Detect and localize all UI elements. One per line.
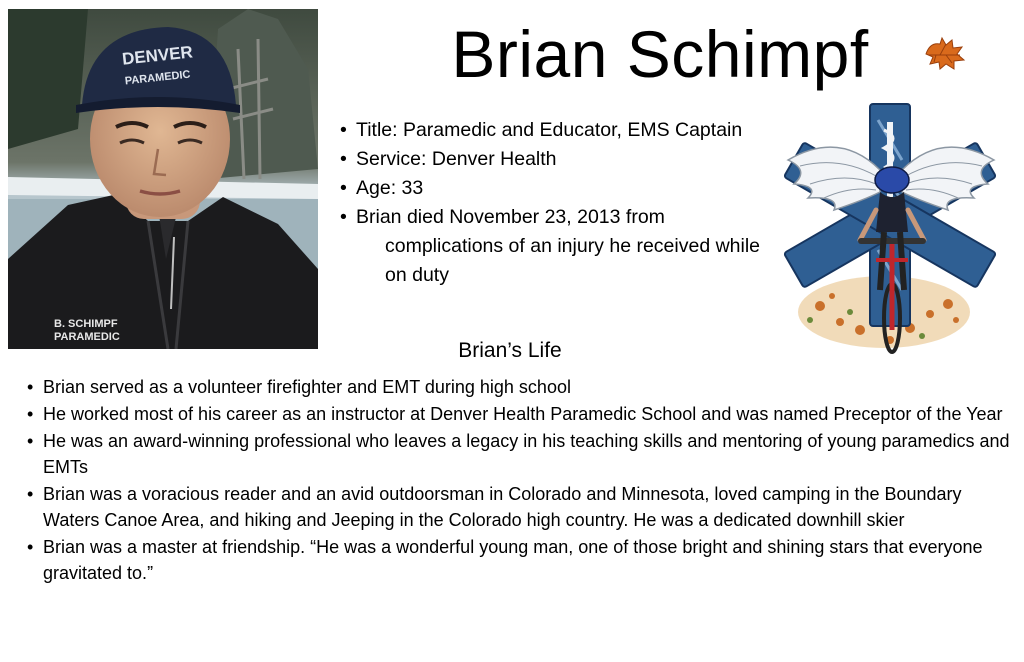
life-item: • He worked most of his career as an instructor at Denver Health Paramedic School and was named Preceptor of the Year — [27, 401, 1017, 427]
page-title: Brian Schimpf — [451, 17, 869, 91]
star-of-life-emblem — [780, 100, 1002, 358]
cap-text-top: DENVER — [121, 42, 194, 69]
section-title-life: Brian’s Life — [458, 339, 562, 362]
cap-text-bottom: PARAMEDIC — [124, 68, 192, 88]
fact-title: • Title: Paramedic and Educator, EMS Captain — [340, 116, 770, 145]
life-item: • Brian served as a volunteer firefighter and EMT during high school — [27, 374, 1017, 400]
portrait-photo — [8, 9, 318, 349]
fact-death-first-line: Brian died November 23, 2013 from — [356, 206, 665, 228]
life-item: • Brian was a master at friendship. “He was a wonderful young man, one of those bright and shining stars that everyone gravitated to.” — [27, 534, 1017, 586]
fact-service: • Service: Denver Health — [340, 145, 770, 174]
jacket-role: PARAMEDIC — [54, 331, 120, 343]
fact-death-rest: complications of an injury he received while on duty — [385, 235, 761, 286]
fact-age: • Age: 33 — [340, 174, 770, 203]
jacket-name: B. SCHIMPF — [54, 318, 118, 330]
portrait-illustration — [8, 9, 318, 349]
life-item: • He was an award-winning professional who leaves a legacy in his teaching skills and mentoring of young paramedics and EMTs — [27, 428, 1017, 480]
leaf-icon — [922, 36, 966, 72]
profile-facts — [340, 116, 770, 290]
life-list — [27, 374, 1017, 587]
fact-death — [340, 203, 770, 290]
life-item: • Brian was a voracious reader and an avid outdoorsman in Colorado and Minnesota, loved camping in the Boundary Waters Canoe Area, and hiking and Jeeping in the Colorado high country. He was a dedicated downhill skier — [27, 481, 1017, 533]
